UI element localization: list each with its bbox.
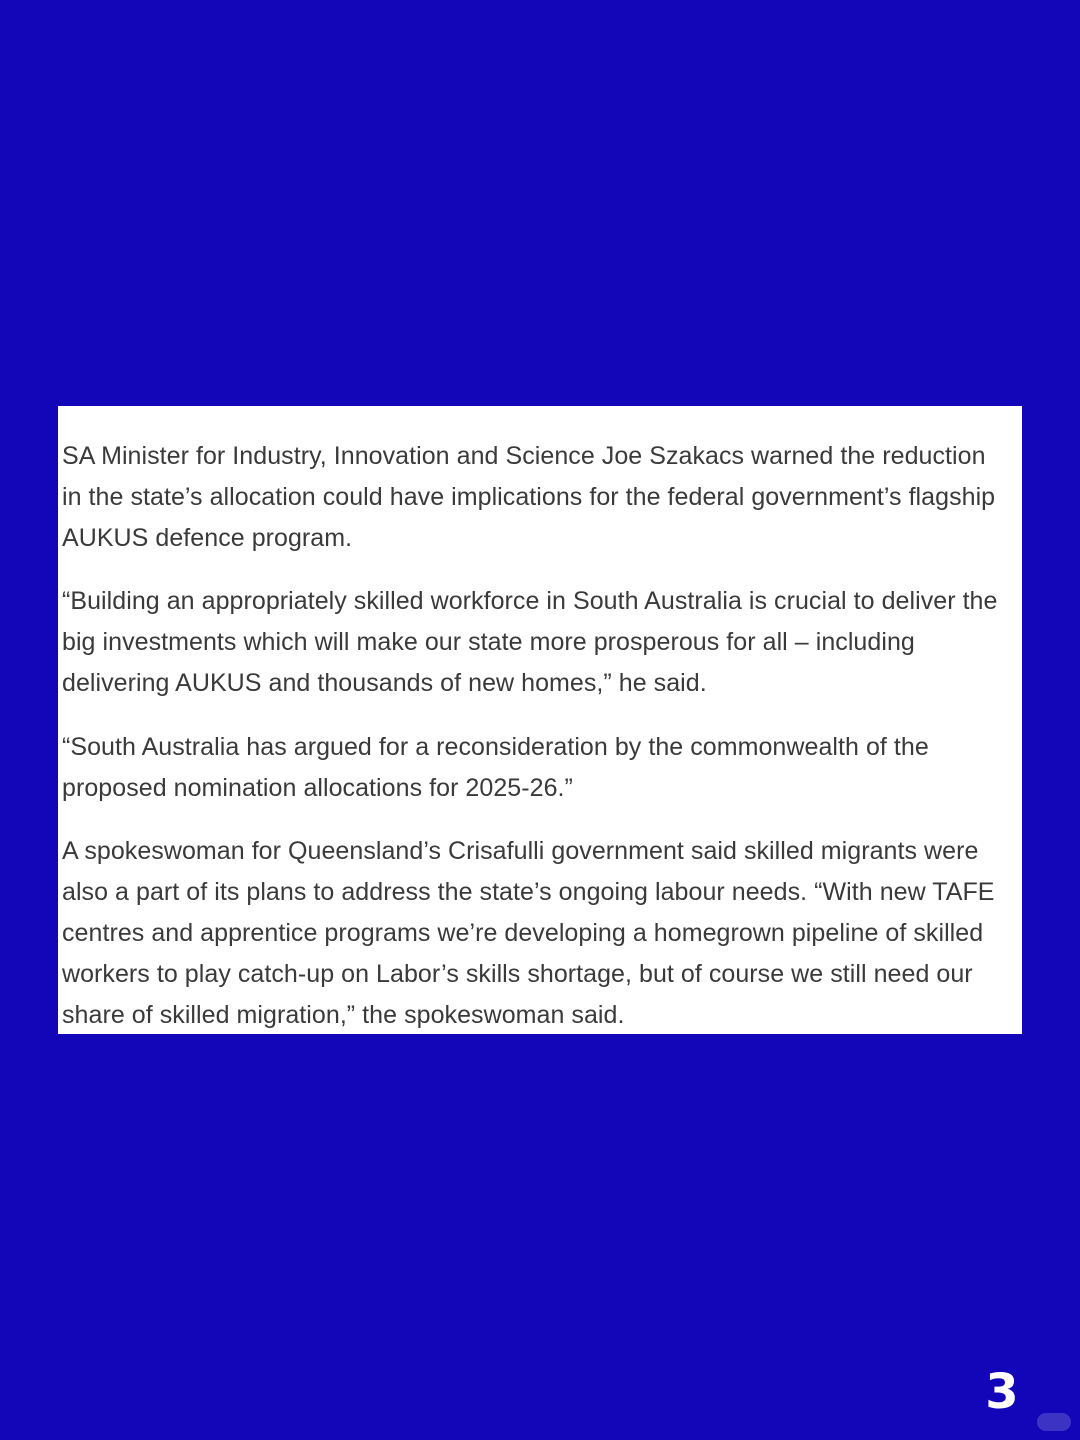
article-paragraph-4: A spokeswoman for Queensland’s Crisafulli government said skilled migrants were also a part of its plans to address the state’s ongoing labour needs. “With new TAFE centres and apprentice programs we’re developing a homegrown pipeline of skilled workers to play catch-up on Labor’s skills shortage, but of course we still need our share of skilled migration,” the spokeswoman said. bbox=[62, 837, 995, 1029]
article-paragraph-3: “South Australia has argued for a reconsideration by the commonwealth of the proposed nomination allocations for 2025-26.” bbox=[62, 732, 929, 802]
watermark-logo bbox=[1037, 1413, 1071, 1431]
article-excerpt-card bbox=[58, 406, 1022, 1034]
article-paragraph-2: “Building an appropriately skilled workforce in South Australia is crucial to deliver the big investments which will make our state more prosperous for all – including delivering AUKUS and thousands of new homes,” he said. bbox=[62, 587, 998, 697]
article-paragraph-1: SA Minister for Industry, Innovation and Science Joe Szakacs warned the reduction in the state’s allocation could have implications for the federal government’s flagship AUKUS defence program. bbox=[62, 442, 996, 552]
page-number: 3 bbox=[985, 1364, 1019, 1420]
